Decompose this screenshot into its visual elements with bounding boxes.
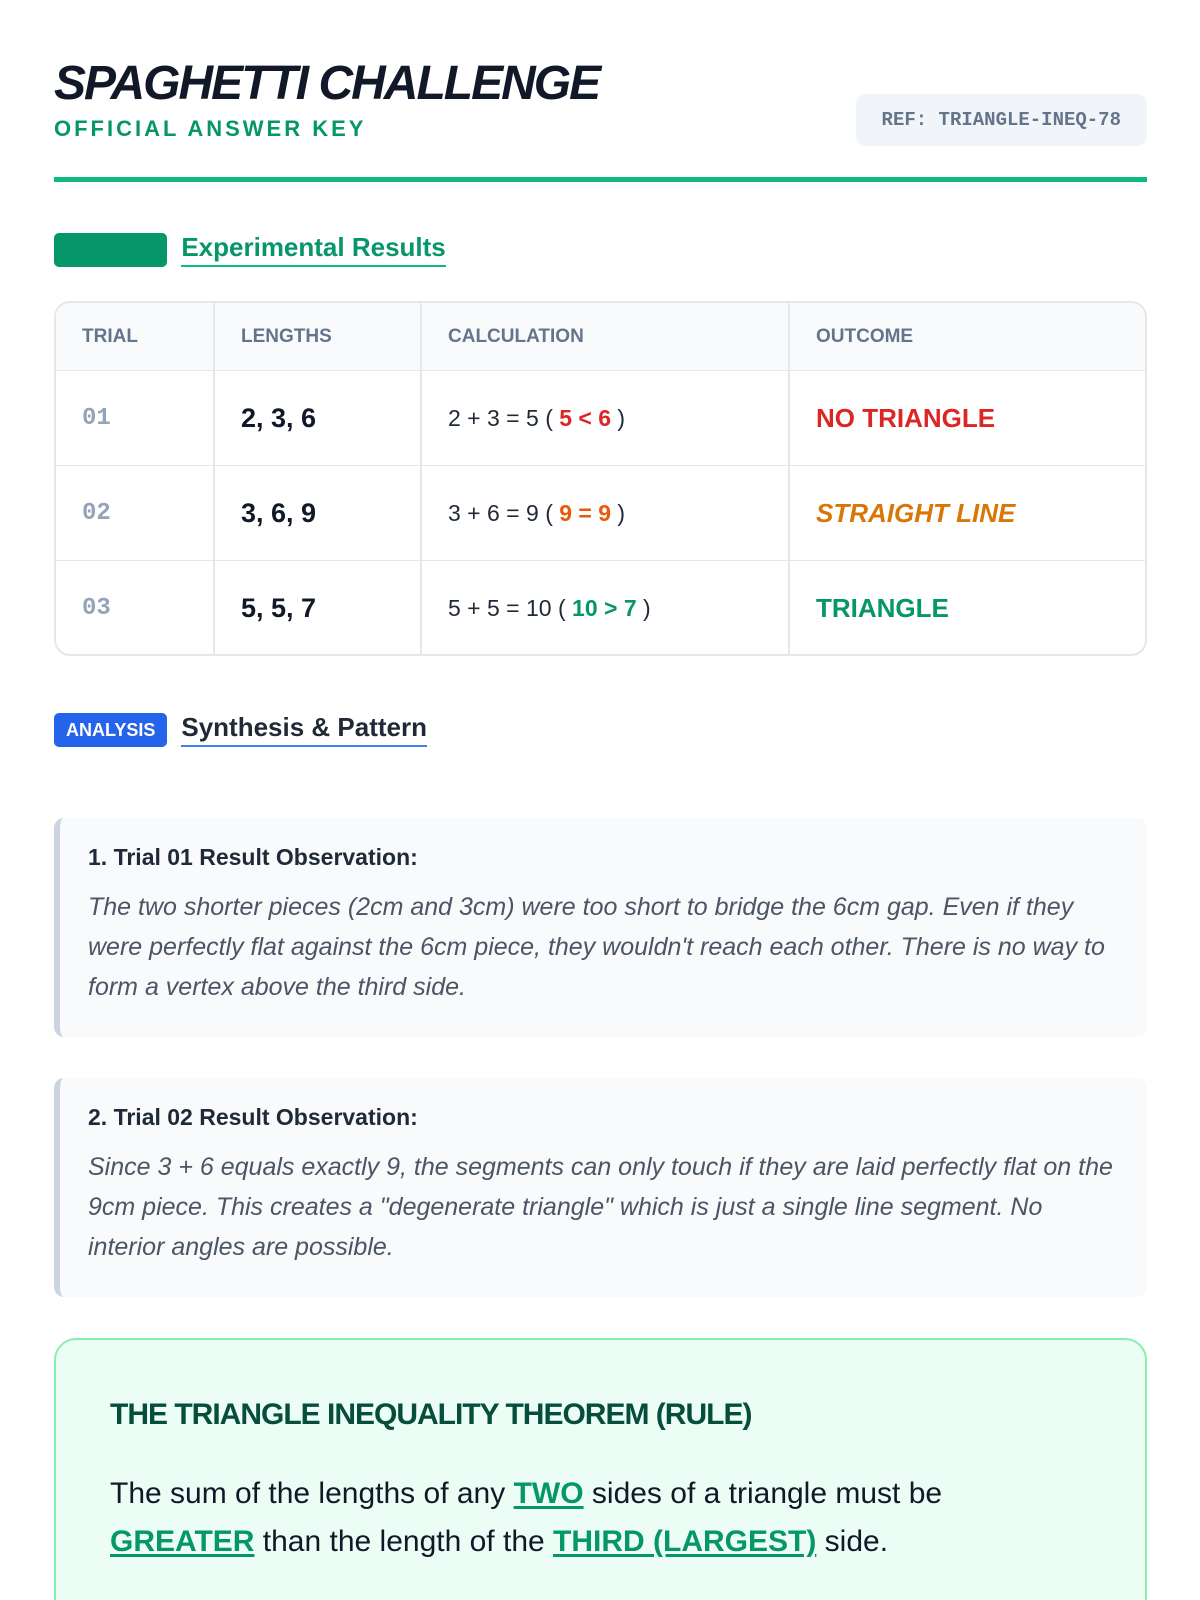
table-header-row bbox=[56, 303, 1145, 371]
calculation-value: 3 + 6 = 9 ( 9 = 9 ) bbox=[448, 499, 626, 526]
table-row bbox=[56, 371, 1145, 466]
lengths-value: 5, 5, 7 bbox=[241, 593, 317, 623]
lengths-value: 2, 3, 6 bbox=[241, 402, 317, 433]
lab-data-title: Experimental Results bbox=[181, 232, 445, 267]
observation-text: The two shorter pieces (2cm and 3cm) were too short to bridge the 6cm gap. Even if they were perfectly flat against the 6cm piece, they wouldn't reach each other. There is no way to form a vertex above the third side. bbox=[88, 893, 1105, 1001]
lab-data-badge: LAB DATA bbox=[54, 233, 167, 267]
analysis-title: Synthesis & Pattern bbox=[181, 712, 427, 747]
calculation-value: 2 + 3 = 5 ( 5 < 6 ) bbox=[448, 404, 626, 431]
trial-number: 03 bbox=[82, 595, 111, 622]
outcome-value: TRIANGLE bbox=[816, 593, 949, 623]
theorem-emphasis-third: THIRD (LARGEST) bbox=[553, 1525, 817, 1558]
observation-text: Since 3 + 6 equals exactly 9, the segments can only touch if they are laid perfectly flat on the 9cm piece. This creates a "degenerate triangle" which is just a single line segment. No interior angles are possible. bbox=[88, 1153, 1113, 1261]
calculation-comparison: 10 > 7 bbox=[572, 595, 637, 621]
observation-title: 1. Trial 01 Result Observation: bbox=[88, 844, 418, 870]
theorem-statement: The sum of the lengths of any TWO sides of a triangle must be GREATER than the length of the THIRD (LARGEST) side. bbox=[110, 1477, 943, 1558]
outcome-value: NO TRIANGLE bbox=[816, 402, 996, 433]
theorem-title: THE TRIANGLE INEQUALITY THEOREM (RULE) bbox=[110, 1398, 752, 1431]
table-row bbox=[56, 561, 1145, 656]
lab-data-section-header bbox=[54, 232, 446, 267]
analysis-section-header bbox=[54, 712, 427, 747]
theorem-emphasis-two: TWO bbox=[513, 1477, 584, 1510]
lengths-value: 3, 6, 9 bbox=[241, 497, 317, 528]
page-subtitle: OFFICIAL ANSWER KEY bbox=[54, 116, 367, 141]
trial-number: 01 bbox=[82, 404, 111, 432]
observation-card bbox=[54, 1078, 1147, 1297]
calculation-value: 5 + 5 = 10 ( 10 > 7 ) bbox=[448, 595, 651, 621]
observation-card bbox=[54, 818, 1147, 1037]
calculation-comparison: 9 = 9 bbox=[559, 499, 612, 526]
trial-number: 02 bbox=[82, 499, 111, 527]
theorem-box bbox=[54, 1338, 1147, 1600]
page-title: SPAGHETTI CHALLENGE bbox=[54, 57, 600, 110]
column-header-calculation: CALCULATION bbox=[448, 325, 584, 347]
column-header-lengths: LENGTHS bbox=[241, 325, 332, 347]
results-table bbox=[54, 301, 1147, 656]
calculation-comparison: 5 < 6 bbox=[559, 404, 612, 431]
theorem-emphasis-greater: GREATER bbox=[110, 1525, 255, 1558]
observation-title: 2. Trial 02 Result Observation: bbox=[88, 1104, 418, 1130]
column-header-outcome: OUTCOME bbox=[816, 325, 914, 347]
table-row bbox=[56, 466, 1145, 561]
page-header bbox=[54, 56, 1147, 182]
reference-tag: REF: TRIANGLE-INEQ-78 bbox=[856, 94, 1147, 146]
outcome-value: STRAIGHT LINE bbox=[816, 497, 1016, 528]
column-header-trial: TRIAL bbox=[82, 325, 138, 347]
analysis-badge: ANALYSIS bbox=[54, 713, 167, 747]
